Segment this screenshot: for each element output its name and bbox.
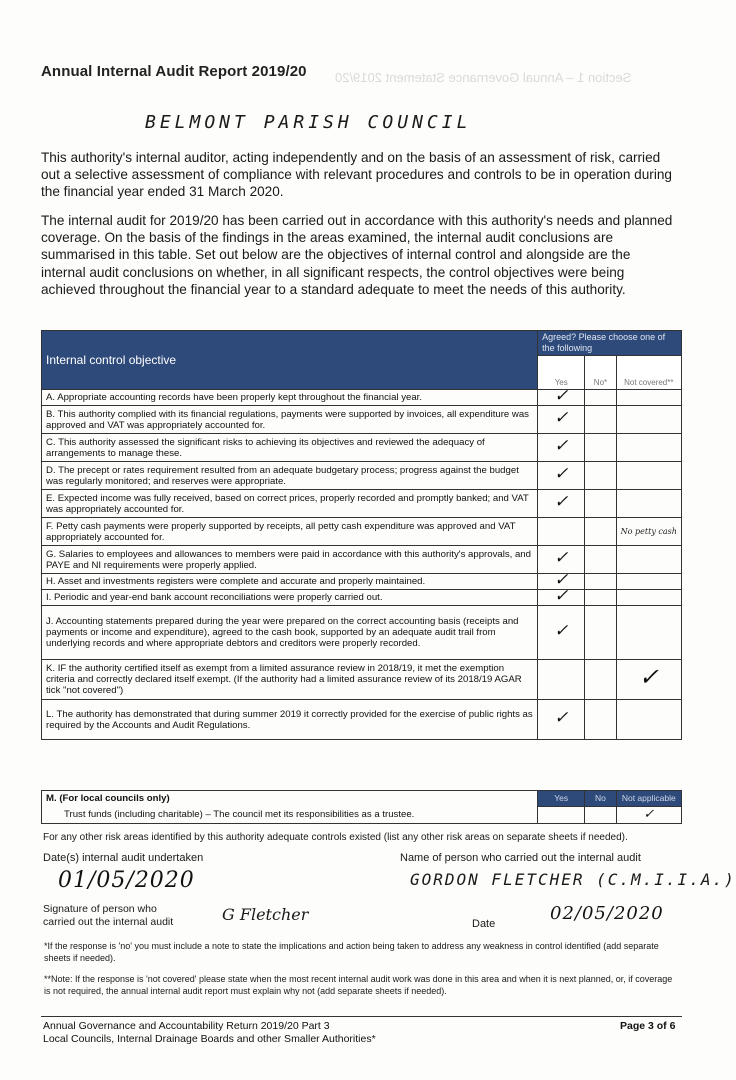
m-no-cell[interactable] — [585, 807, 616, 824]
yes-tick: ✓ — [554, 436, 569, 456]
control-objective-text: F. Petty cash payments were properly supported by receipts, all petty cash expenditure was approved and VAT appropriately accounted for. — [42, 518, 538, 546]
section-m-table — [41, 790, 682, 824]
yes-cell[interactable] — [538, 462, 585, 490]
yes-cell[interactable] — [538, 490, 585, 518]
not-covered-cell[interactable] — [616, 518, 681, 546]
authority-name: BELMONT PARISH COUNCIL — [145, 112, 472, 133]
control-objective-text: C. This authority assessed the significant risks to achieving its objectives and reviewed the adequacy of arrangements to manage these. — [42, 434, 538, 462]
internal-control-table — [41, 330, 682, 740]
not-covered-cell[interactable] — [616, 700, 681, 740]
not-covered-mark: No petty cash — [620, 527, 677, 536]
control-row — [42, 490, 682, 518]
control-row — [42, 660, 682, 700]
yes-cell[interactable] — [538, 406, 585, 434]
no-cell[interactable] — [585, 390, 616, 406]
control-objective-text: D. The precept or rates requirement resulted from an adequate budgetary process; progress against the budget was regularly monitored; and reserves were appropriate. — [42, 462, 538, 490]
intro-paragraph-1: This authority's internal auditor, acting independently and on the basis of an assessment of risk, carried out a selective assessment of compliance with relevant procedures and controls to be in operation during the financial year ended 31 March 2020. — [41, 150, 672, 200]
yes-tick: ✓ — [554, 386, 569, 406]
control-objective-text: K. IF the authority certified itself as exempt from a limited assurance review in 2018/19, it met the exemption criteria and correctly declared itself exempt. (If the authority had a limited assurance review of its 2018/19 AGAR tick "not covered") — [42, 660, 538, 700]
control-row — [42, 606, 682, 660]
date-value: 02/05/2020 — [550, 903, 664, 924]
m-col-na: Not applicable — [616, 791, 681, 807]
footnote-no-response: *If the response is 'no' you must include a note to state the implications and action being taken to address any weakness in control identified (add separate sheets if needed). — [44, 941, 659, 963]
not-covered-cell[interactable] — [616, 490, 681, 518]
not-covered-cell[interactable] — [616, 406, 681, 434]
control-row — [42, 590, 682, 606]
footnote-not-covered: **Note: If the response is 'not covered' please state when the most recent internal audit work was done in this area and when it is next planned, or, if coverage is not required, the annual internal audit report must explain why not (add separate sheets if needed). — [44, 974, 673, 996]
control-objective-text: G. Salaries to employees and allowances to members were paid in accordance with this authority's approvals, and PAYE and NI requirements were properly applied. — [42, 546, 538, 574]
not-covered-cell[interactable] — [616, 462, 681, 490]
no-cell[interactable] — [585, 462, 616, 490]
not-covered-cell[interactable] — [616, 390, 681, 406]
audit-dates-value: 01/05/2020 — [58, 868, 195, 893]
not-covered-cell[interactable] — [616, 574, 681, 590]
yes-tick: ✓ — [554, 408, 569, 428]
agreed-header: Agreed? Please choose one of the following — [538, 331, 682, 356]
not-covered-cell[interactable] — [616, 590, 681, 606]
control-row — [42, 406, 682, 434]
yes-tick: ✓ — [554, 492, 569, 512]
control-row — [42, 700, 682, 740]
control-row — [42, 434, 682, 462]
yes-cell[interactable] — [538, 434, 585, 462]
control-objective-text: L. The authority has demonstrated that during summer 2019 it correctly provided for the exercise of public rights as required by the Accounts and Audit Regulations. — [42, 700, 538, 740]
control-row — [42, 390, 682, 406]
yes-cell[interactable] — [538, 386, 585, 406]
signature-label-line1: Signature of person who — [43, 903, 157, 915]
not-covered-cell[interactable] — [616, 434, 681, 462]
m-col-no: No — [585, 791, 616, 807]
yes-tick: ✓ — [554, 464, 569, 484]
control-row — [42, 462, 682, 490]
no-cell[interactable] — [585, 518, 616, 546]
auditor-signature: G Fletcher — [222, 905, 309, 924]
control-objective-text: J. Accounting statements prepared during the year were prepared on the correct accounting basis (receipts and payments or income and expenditure), agreed to the cash book, supported by an adequate audit trail from underlying records and where appropriate debtors and creditors were properly recorded. — [42, 606, 538, 660]
yes-cell[interactable] — [538, 700, 585, 740]
footer-line-1: Annual Governance and Accountability Return 2019/20 Part 3 — [43, 1020, 330, 1032]
control-row — [42, 574, 682, 590]
footer-line-2: Local Councils, Internal Drainage Boards and other Smaller Authorities* — [43, 1032, 376, 1045]
col-yes-header: Yes — [538, 356, 585, 390]
page-footer — [43, 1020, 376, 1045]
col-no-header: No* — [585, 356, 616, 390]
audit-dates-label: Date(s) internal audit undertaken — [43, 852, 204, 864]
control-objective-text: E. Expected income was fully received, based on correct prices, properly recorded and promptly banked; and VAT was appropriately accounted for. — [42, 490, 538, 518]
m-na-cell[interactable] — [616, 807, 681, 824]
signature-label-line2: carried out the internal audit — [43, 916, 174, 928]
yes-cell[interactable] — [538, 660, 585, 700]
not-covered-cell[interactable] — [616, 606, 681, 660]
control-objective-text: A. Appropriate accounting records have been properly kept throughout the financial year. — [42, 390, 538, 406]
m-col-yes: Yes — [538, 791, 585, 807]
no-cell[interactable] — [585, 660, 616, 700]
section-m-text: Trust funds (including charitable) – The council met its responsibilities as a trustee. — [42, 807, 538, 824]
signature-label — [43, 903, 173, 929]
no-cell[interactable] — [585, 434, 616, 462]
control-objective-text: H. Asset and investments registers were complete and accurate and properly maintained. — [42, 574, 538, 590]
page-number: Page 3 of 6 — [620, 1020, 676, 1032]
yes-tick: ✓ — [554, 621, 569, 641]
footer-divider — [41, 1016, 682, 1017]
date-label: Date — [472, 918, 496, 930]
no-cell[interactable] — [585, 590, 616, 606]
control-row — [42, 518, 682, 546]
auditor-name-label: Name of person who carried out the internal audit — [400, 852, 641, 864]
not-covered-cell[interactable] — [616, 660, 681, 700]
objective-header: Internal control objective — [42, 331, 538, 390]
intro-paragraph-2: The internal audit for 2019/20 has been carried out in accordance with this authority's needs and planned coverage. On the basis of the findings in the areas examined, the internal audit conclusions are summarised in this table. Set out below are the objectives of internal control and alongside are the internal audit conclusions on whether, in all significant respects, the control objectives were being achieved throughout the financial year to a standard adequate to meet the needs of this authority. — [41, 213, 673, 297]
section-m-title: M. (For local councils only) — [42, 791, 538, 807]
no-cell[interactable] — [585, 606, 616, 660]
not-covered-mark: ✓ — [638, 662, 659, 691]
no-cell[interactable] — [585, 700, 616, 740]
yes-cell[interactable] — [538, 518, 585, 546]
other-risks-note: For any other risk areas identified by this authority adequate controls existed (list any other risk areas on separate sheets if needed). — [43, 832, 628, 843]
yes-tick: ✓ — [554, 570, 569, 590]
yes-cell[interactable] — [538, 586, 585, 606]
no-cell[interactable] — [585, 546, 616, 574]
control-objective-text: I. Periodic and year-end bank account reconciliations were properly carried out. — [42, 590, 538, 606]
not-covered-cell[interactable] — [616, 546, 681, 574]
yes-cell[interactable] — [538, 606, 585, 660]
bleed-through-text: Section 1 – Annual Governance Statement 2019/20 — [335, 70, 632, 85]
yes-tick: ✓ — [554, 548, 569, 568]
auditor-name-value: GORDON FLETCHER (C.M.I.I.A.) — [410, 870, 736, 889]
yes-tick: ✓ — [554, 586, 569, 606]
m-na-tick: ✓ — [643, 807, 655, 822]
page-title: Annual Internal Audit Report 2019/20 — [41, 63, 307, 80]
col-not-covered-header: Not covered** — [616, 356, 681, 390]
m-yes-cell[interactable] — [538, 807, 585, 824]
yes-tick: ✓ — [554, 708, 569, 728]
no-cell[interactable] — [585, 406, 616, 434]
no-cell[interactable] — [585, 574, 616, 590]
control-objective-text: B. This authority complied with its financial regulations, payments were supported by invoices, all expenditure was approved and VAT was appropriately accounted for. — [42, 406, 538, 434]
no-cell[interactable] — [585, 490, 616, 518]
control-row — [42, 546, 682, 574]
